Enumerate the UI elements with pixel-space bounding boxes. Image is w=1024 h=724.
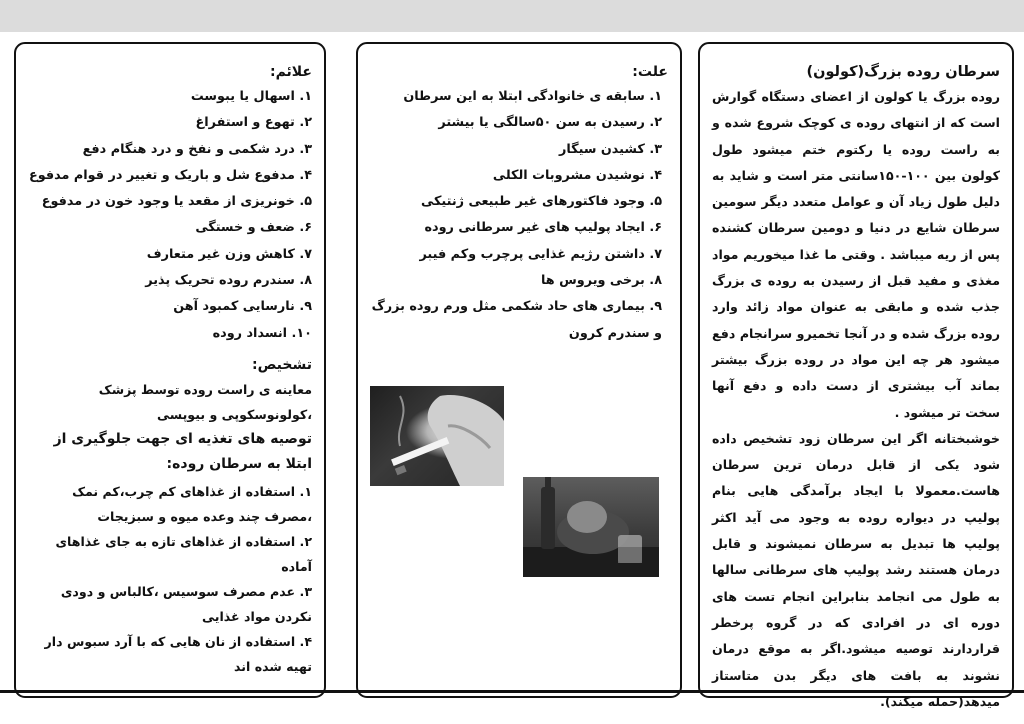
top-gray-band [0, 0, 1024, 32]
panel-colon-cancer-intro [698, 42, 1014, 709]
list-item: ۵. خونریزی از مقعد یا وجود خون در مدفوع [41, 194, 312, 210]
symptoms-list [28, 84, 312, 347]
section-title-colon-cancer: سرطان روده بزرگ(کولون) [806, 64, 1000, 80]
list-item: ۸. سندرم روده تحریک پذیر [145, 273, 312, 289]
list-item: ۴. مدفوع شل و باریک و تغییر در قوام مدفوع [28, 167, 312, 183]
nutrition-list [28, 479, 312, 679]
panel-causes [356, 42, 682, 698]
section-title-diagnosis: تشخیص: [251, 356, 312, 373]
list-item: ۱۰. انسداد روده [212, 325, 312, 341]
list-item: ۲. تهوع و استفراغ [195, 115, 312, 131]
list-item: ۹. نارسایی کمبود آهن [173, 299, 312, 315]
list-item: ۲. استفاده از غذاهای تازه به جای غذاهای آماده [55, 533, 312, 574]
list-item: ۱. اسهال یا یبوست [190, 89, 312, 104]
list-item: ۵. وجود فاکتورهای غیر طبیعی ژنتیکی [421, 194, 662, 210]
alcohol-photo [523, 477, 659, 577]
list-item: ۳. عدم مصرف سوسیس ،کالباس و دودی نکردن مواد غذایی [60, 583, 312, 624]
causes-list [370, 84, 668, 347]
list-item: ۹. بیماری های حاد شکمی مثل ورم روده بزرگ و سندرم کرون [371, 299, 662, 341]
list-item: ۸. برخی ویروس ها [541, 273, 662, 289]
section-title-causes: علت: [632, 64, 668, 80]
cigarette-photo [370, 386, 504, 486]
list-item: ۶. ایجاد پولیپ های غیر سرطانی روده [424, 220, 662, 236]
list-item: ۱. سابقه ی خانوادگی ابتلا به این سرطان [403, 89, 662, 104]
list-item: ۲. رسیدن به سن ۵۰سالگی یا بیشتر [438, 115, 662, 131]
section-title-nutrition: توصیه های تغذیه ای جهت جلوگیری از ابتلا به سرطان روده: [53, 430, 312, 472]
list-item: ۳. کشیدن سیگار [558, 141, 662, 157]
list-item: ۴. نوشیدن مشروبات الکلی [492, 167, 662, 183]
section-title-symptoms: علائم: [269, 64, 312, 80]
list-item: ۶. ضعف و خستگی [195, 220, 312, 236]
intro-paragraph: روده بزرگ یا کولون از اعضای دستگاه گوارش است که از انتهای روده ی کوچک شروع شده و به راست روده یا رکتوم ختم میشود طول کولون بین ۱۰۰-۱۵۰سانتی متر است و شاید به دلیل طول زیاد آن و عوامل متعدد دیگر سومین سرطان شایع در دنیا و دومین سرطان کشنده پس از ریه میباشد . وقتی ما غذا میخوریم مواد مغذی و مفید قبل از رسیدن به روده ی بزرگ جذب شده و مابقی به عنوان مواد زائد وارد روده بزرگ شده و در آنجا تخمیرو سرانجام دفع میشود هر چه این مواد در روده بزرگ بیشتر بماند آب بیشتری از دست داده و دفع آنها سخت تر میشود . [712, 89, 1000, 420]
list-item: ۷. داشتن رژیم غذایی پرچرب وکم فیبر [419, 246, 662, 262]
panel-symptoms-diagnosis-nutrition [14, 42, 326, 698]
list-item: ۳. درد شکمی و نفخ و درد هنگام دفع [82, 141, 312, 157]
diagnosis-text: معاینه ی راست روده توسط پزشک ،کولونوسکوپی و بیوپسی [98, 381, 312, 422]
list-item: ۱. استفاده از غذاهای کم چرب،کم نمک ،مصرف چند وعده میوه و سبزیجات [72, 483, 312, 524]
bottom-rule [0, 690, 1024, 693]
list-item: ۴. استفاده از نان هایی که با آرد سبوس دار تهیه شده اند [44, 633, 312, 674]
list-item: ۷. کاهش وزن غیر متعارف [146, 246, 312, 262]
prognosis-paragraph: خوشبختانه اگر این سرطان زود تشخیص داده شود یکی از قابل درمان ترین سرطان هاست.معمولا با ایجاد برآمدگی هایی بنام پولیپ در دیواره روده به وجود می آید اکثر پولیپ ها تبدیل به سرطان نمیشوند و قابل درمان هستند رشد پولیپ های سرطانی سالها به طول می انجامد بنابراین انجام تست های دوره ای در افرادی که در گروه پرخطر قراردارند توصیه میشود.اگر به موقع درمان نشوند به بافت های دیگر بدن متاستاز میدهد(حمله میکند). [712, 430, 1000, 709]
